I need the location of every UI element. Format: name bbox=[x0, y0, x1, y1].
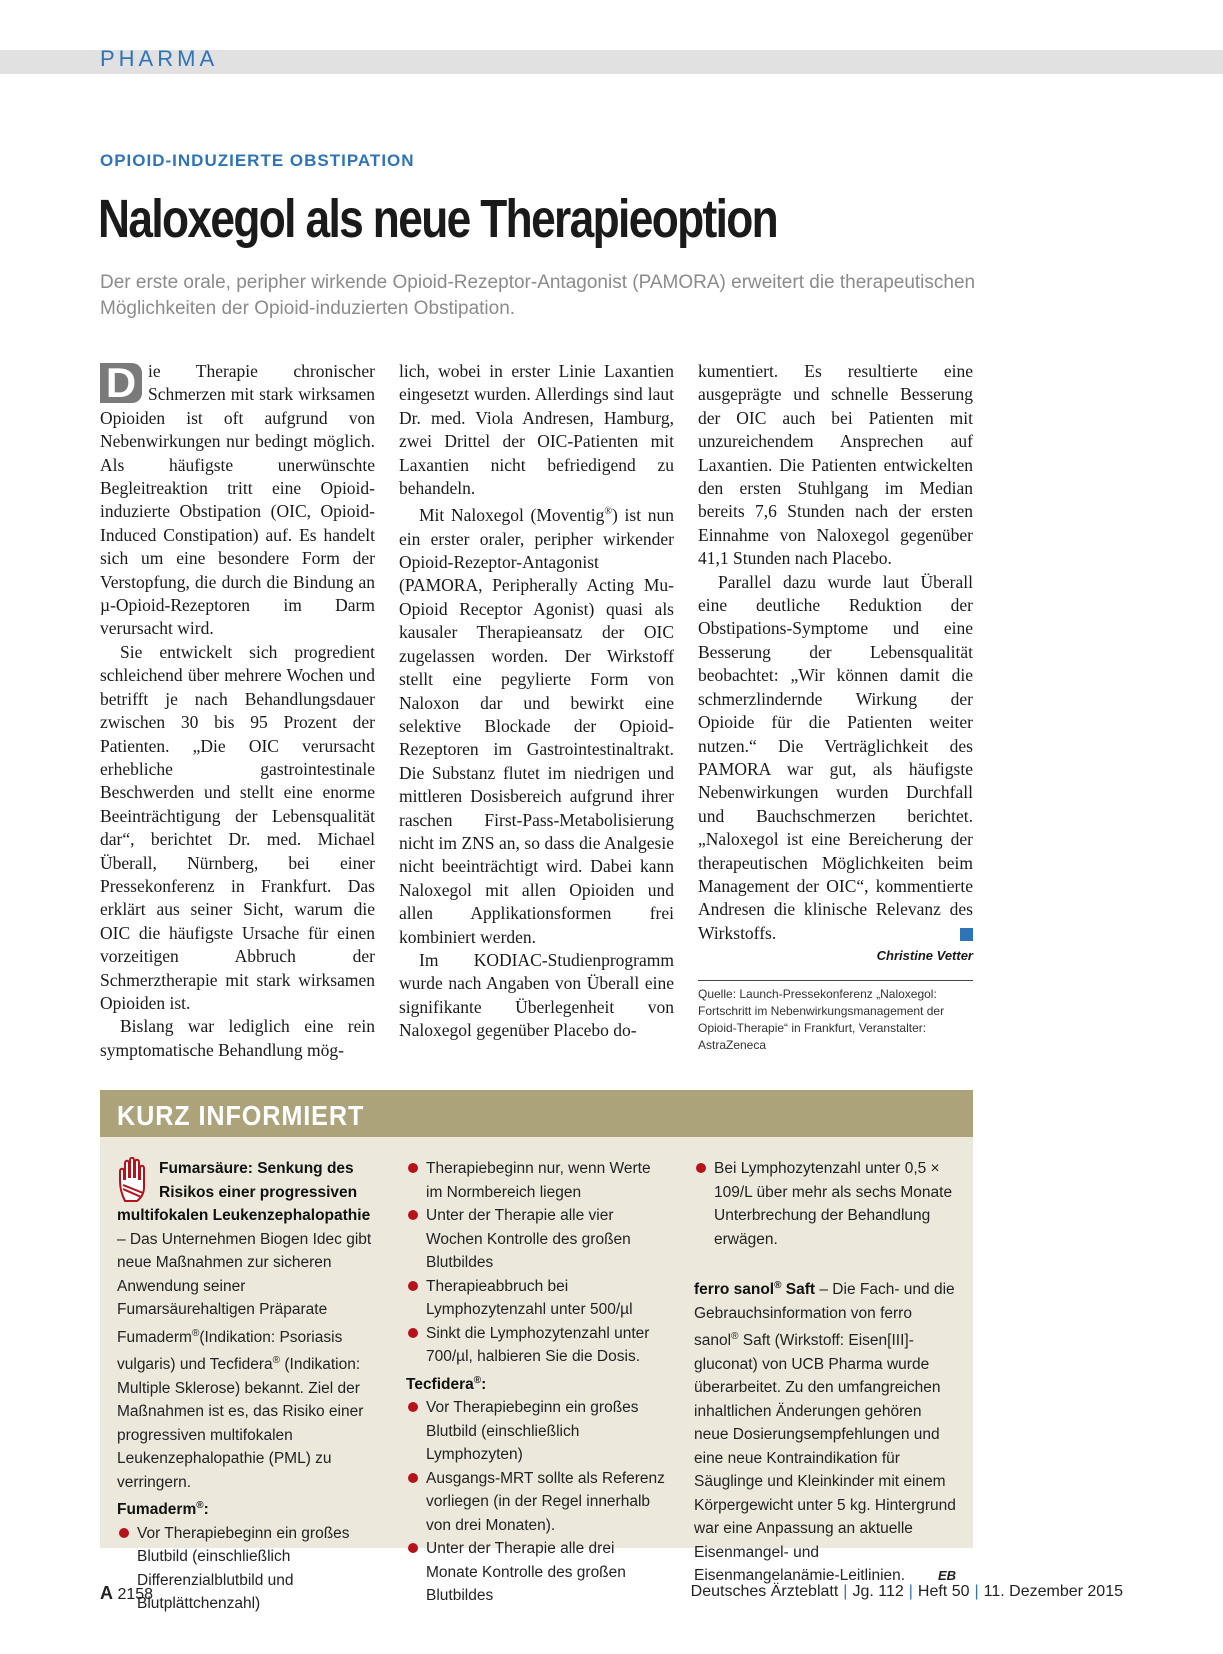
info-subheading: Fumaderm®: bbox=[117, 1500, 209, 1519]
info-box-signature: EB bbox=[937, 1568, 956, 1584]
info-item: ferro sanol® Saft – Die Fach- und die Gebrauchsinformation von ferro sanol® Saft (Wirkstoff: Eisen[III]-gluconat) von UCB Pharma wurde überarbeitet. Zu den umfangreichen inhaltlichen Änderungen gehören neue Dosierungsempfehlungen und eine neue Kontraindikation für Säuglinge und Kleinkinder mit einem Körpergewicht unter 5 kg. Hintergrund war eine Anpassung an aktuelle Eisenmangel- und Eisenmangelanämie-Leitlinien. EB bbox=[694, 1280, 956, 1585]
hand-warning-icon bbox=[117, 1157, 153, 1203]
paragraph: Mit Naloxegol (Moventig®) ist nun ein erster oraler, peripher wirkender Opioid-Rezeptor-Antagonist (PAMORA, Peripherally Acting Mu-Opioid Receptor Agonist) quasi als kausaler Therapieansatz der OIC zugelassen worden. Der Wirkstoff stellt eine pegylierte Form von Naloxon dar und bewirkt eine selektive Blockade der Opioid-Rezeptoren im Gastrointestinaltrakt. Die Substanz flutet im niedrigen und mittleren Dosisbereich aufgrund ihrer raschen First-Pass-Metabolisierung nicht im ZNS an, so dass die Analgesie nicht beeinträchtigt wird. Dabei kann Naloxegol mit allen Opioiden und allen Applikationsformen frei kombiniert werden. bbox=[399, 505, 674, 947]
article-column-1 bbox=[100, 360, 375, 1062]
info-box-column-3 bbox=[694, 1157, 956, 1588]
bullet-dot-icon bbox=[119, 1528, 129, 1538]
list-item: Vor Therapiebeginn ein großes Blutbild (einschließlich Differenzialblutbild und Blutplättchenzahl) bbox=[117, 1522, 379, 1616]
list-item: Therapiebeginn nur, wenn Werte im Normbereich liegen bbox=[406, 1157, 668, 1204]
page-number: A 2158 bbox=[100, 1583, 154, 1603]
journal-issue: Heft 50 bbox=[917, 1583, 970, 1600]
bullet-dot-icon bbox=[408, 1210, 418, 1220]
source-divider bbox=[698, 980, 973, 981]
article-kicker: OPIOID-INDUZIERTE OBSTIPATION bbox=[100, 151, 415, 170]
article-subline: Der erste orale, peripher wirkende Opioid-Rezeptor-Antagonist (PAMORA) erweitert die therapeutischen Möglichkeiten der Opioid-induzierten Obstipation. bbox=[100, 272, 976, 319]
bullet-dot-icon bbox=[696, 1163, 706, 1173]
info-subheading: Tecfidera®: bbox=[406, 1374, 487, 1393]
journal-info: Deutsches Ärzteblatt | Jg. 112 | Heft 50 | 11. Dezember 2015 bbox=[690, 1583, 1123, 1600]
list-item: Vor Therapiebeginn ein großes Blutbild (einschließlich Lymphozyten) bbox=[406, 1396, 668, 1467]
article-column-2 bbox=[399, 360, 674, 1043]
paragraph: kumentiert. Es resultierte eine ausgeprägte und schnelle Besserung der OIC auch bei Patienten mit unzureichendem Ansprechen auf Laxantien. Die Patienten entwickelten den ersten Stuhlgang im Median bereits 7,6 Stunden nach der ersten Einnahme von Naloxegol gegenüber 41,1 Stunden nach Placebo. bbox=[698, 361, 973, 569]
paragraph: Parallel dazu wurde laut Überall eine deutliche Reduktion der Obstipations-Symptome und eine Besserung der Lebensqualität beobachtet: „Wir können damit die schmerzlindernde Wirkung der Opioide für die Patienten weiter nutzen.“ Die Verträglichkeit des PAMORA war gut, als häufigste Nebenwirkungen wurden Durchfall und Bauchschmerzen berichtet. „Naloxegol ist eine Bereicherung der therapeutischen Möglichkeiten beim Management der OIC“, kommentierte Andresen die klinische Relevanz des Wirkstoffs. bbox=[698, 571, 973, 943]
article-source: Quelle: Launch-Pressekonferenz „Naloxegol: Fortschritt im Nebenwirkungsmanagement der Opioid-Therapie“ in Frankfurt, Veranstalter: AstraZeneca bbox=[698, 987, 945, 1052]
bullet-dot-icon bbox=[408, 1543, 418, 1553]
end-square-icon bbox=[960, 928, 973, 941]
bullet-dot-icon bbox=[408, 1402, 418, 1412]
list-item: Bei Lymphozytenzahl unter 0,5 × 109/L über mehr als sechs Monate Unterbrechung der Behandlung erwägen. bbox=[694, 1157, 956, 1251]
drop-cap: D bbox=[100, 363, 142, 403]
info-box-column-2 bbox=[406, 1157, 668, 1608]
section-label: PHARMA bbox=[100, 46, 219, 71]
list-item: Therapieabbruch bei Lymphozytenzahl unter 500/µl bbox=[406, 1275, 668, 1322]
journal-name: Deutsches Ärzteblatt bbox=[690, 1583, 839, 1600]
journal-date: 11. Dezember 2015 bbox=[983, 1583, 1123, 1600]
article-headline: Naloxegol als neue Therapieoption bbox=[98, 189, 778, 249]
paragraph: lich, wobei in erster Linie Laxantien eingesetzt wurden. Allerdings sind laut Dr. med. Viola Andresen, Hamburg, zwei Drittel der OIC-Patienten mit Laxantien nicht befriedigend zu behandeln. bbox=[399, 361, 674, 499]
list-item: Unter der Therapie alle drei Monate Kontrolle des großen Blutbildes bbox=[406, 1537, 668, 1608]
paragraph: Bislang war lediglich eine rein symptomatische Behandlung mög- bbox=[100, 1016, 375, 1060]
list-item: Sinkt die Lymphozytenzahl unter 700/µl, halbieren Sie die Dosis. bbox=[406, 1322, 668, 1369]
info-item: Fumarsäure: Senkung des Risikos einer progressiven multifokalen Leukenzephalopathie – Das Unternehmen Biogen Idec gibt neue Maßnahmen zur sicheren Anwendung seiner Fumarsäurehaltigen Präparate Fumaderm®(Indikation: Psoriasis vulgaris) und Tecfidera® (Indikation: Multiple Sklerose) bekannt. Ziel der Maßnahmen ist es, das Risiko einer progressiven multifokalen Leukenzephalopathie (PML) zu verringern. bbox=[117, 1157, 379, 1494]
bullet-dot-icon bbox=[408, 1473, 418, 1483]
paragraph: Im KODIAC-Studienprogramm wurde nach Angaben von Überall eine signifikante Überlegenheit von Naloxegol gegenüber Placebo do- bbox=[399, 949, 674, 1041]
paragraph: D ie Therapie chronischer Schmerzen mit stark wirksamen Opioiden ist oft aufgrund von Nebenwirkungen nur bedingt möglich. Als häufigste unerwünschte Begleitreaktion tritt eine Opioid-induzierte Obstipation (OIC, Opioid-Induced Constipation) auf. Es handelt sich um eine besondere Form der Verstopfung, die durch die Bindung an µ-Opioid-Rezeptoren im Darm verursacht wird. bbox=[100, 359, 375, 639]
paragraph: Sie entwickelt sich progredient schleichend über mehrere Wochen und betrifft je nach Behandlungsdauer zwischen 30 bis 95 Prozent der Patienten. „Die OIC verursacht erhebliche gastrointestinale Beschwerden und stellt eine enorme Beeinträchtigung der Lebensqualität dar“, berichtet Dr. med. Michael Überall, Nürnberg, bei einer Pressekonferenz in Frankfurt. Das erklärt aus seiner Sicht, warum die OIC die häufigste Ursache für einen vorzeitigen Abbruch der Schmerztherapie mit stark wirksamen Opioiden ist. bbox=[100, 641, 375, 1013]
info-box-title: KURZ INFORMIERT bbox=[117, 1100, 365, 1131]
journal-volume: Jg. 112 bbox=[852, 1583, 904, 1600]
info-box-column-1 bbox=[117, 1157, 379, 1616]
list-item: Unter der Therapie alle vier Wochen Kontrolle des großen Blutbildes bbox=[406, 1204, 668, 1275]
article-column-3 bbox=[698, 360, 973, 945]
bullet-dot-icon bbox=[408, 1328, 418, 1338]
list-item: Ausgangs-MRT sollte als Referenz vorliegen (in der Regel innerhalb von drei Monaten). bbox=[406, 1467, 668, 1538]
bullet-dot-icon bbox=[408, 1163, 418, 1173]
bullet-dot-icon bbox=[408, 1281, 418, 1291]
article-author: Christine Vetter bbox=[876, 948, 973, 963]
